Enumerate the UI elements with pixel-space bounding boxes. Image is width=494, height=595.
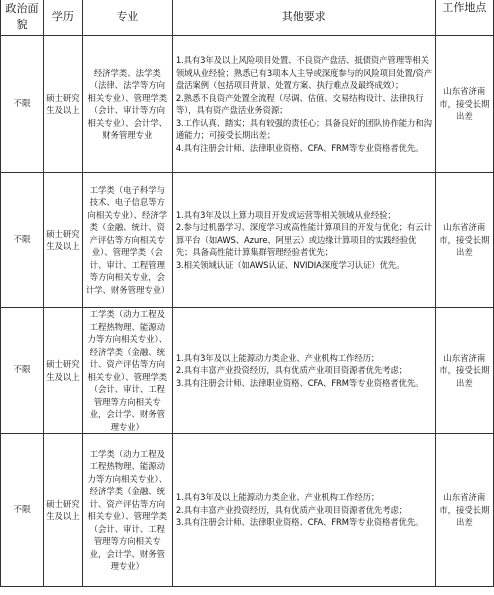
political-cell: 不限: [1, 308, 44, 434]
major-cell: 工学类（动力工程及工程热物理、能源动力等方向相关专业）、经济学类（金融、统计、资产评估等方向相关专业）、管理学类（会计、审计、工程管理等方向相关专业，会计学、财务管理专业）: [82, 308, 172, 434]
table-row: [1, 173, 494, 308]
table-row: [1, 308, 494, 434]
header-major: 专业: [82, 0, 172, 36]
education-cell: 硕士研究生及以上: [43, 308, 82, 434]
header-location: 工作地点: [435, 0, 493, 36]
education-cell: 硕士研究生及以上: [43, 36, 82, 173]
table-header-row: [1, 0, 494, 36]
political-cell: 不限: [1, 173, 44, 308]
requirements-cell: 1.具有3年及以上能源动力类企业、产业机构工作经历； 2.具有丰富产业投资经历，具有优质产业项目资源者优先考虑； 3.具有注册会计师、法律职业资格、CFA、FRM等专业资格者优先。: [172, 308, 435, 434]
requirements-cell: 1.具有3年及以上能源动力类企业、产业机构工作经历； 2.具有丰富产业投资经历，具有优质产业项目资源者优先考虑； 3.具有注册会计师、法律职业资格、CFA、FRM等专业资格者优先。: [172, 434, 435, 587]
header-education: 学历: [43, 0, 82, 36]
header-requirements: 其他要求: [172, 0, 435, 36]
requirements-cell: 1.具有3年及以上算力项目开发或运营等相关领域从业经验； 2.参与过机器学习、深度学习或高性能计算项目的开发与优化；有云计算平台（如AWS、Azure、阿里云）或边缘计算项目的实践经验优先；具备高性能计算集群管理经验者优先； 3.相关领域认证（如AWS认证、NVIDIA深度学习认证）优先。: [172, 173, 435, 308]
header-political: 政治面貌: [1, 0, 44, 36]
education-cell: 硕士研究生及以上: [43, 173, 82, 308]
location-cell: 山东省济南市，接受长期出差: [435, 434, 493, 587]
location-cell: 山东省济南市，接受长期出差: [435, 308, 493, 434]
education-cell: 硕士研究生及以上: [43, 434, 82, 587]
location-cell: 山东省济南市，接受长期出差: [435, 36, 493, 173]
major-cell: 工学类（电子科学与技术、电子信息等方向相关专业）、经济学类（金融、统计、资产评估等方向相关专业）、管理学类（会计、审计、工程管理等方向相关专业，会计学、财务管理专业）: [82, 173, 172, 308]
requirements-cell: 1.具有3年及以上风险项目处置、不良资产盘活、抵债资产管理等相关领域从业经验；熟悉已有3项本人主导或深度参与的风险项目处置/资产盘活案例（包括项目背景、处置方案、执行难点及最终成效）； 2.熟悉不良资产处置全流程（尽调、估值、交易结构设计、法律执行等），具有资产盘活业务资源； 3.工作认真、踏实；具有较强的责任心；具备良好的团队协作能力和沟通能力；可接受长期出差； 4.具有注册会计师、法律职业资格、CFA、FRM等专业资格者优先。: [172, 36, 435, 173]
political-cell: 不限: [1, 36, 44, 173]
table-row: [1, 36, 494, 173]
political-cell: 不限: [1, 434, 44, 587]
table-row: [1, 434, 494, 587]
location-cell: 山东省济南市，接受长期出差: [435, 173, 493, 308]
major-cell: 工学类（动力工程及工程热物理、能源动力等方向相关专业）、经济学类（金融、统计、资产评估等方向相关专业）、管理学类（会计、审计、工程管理等方向相关专业，会计学、财务管理专业）: [82, 434, 172, 587]
major-cell: 经济学类、法学类（法律、法学等方向相关专业）、管理学类（会计、审计等方向相关专业）、会计学、财务管理专业: [82, 36, 172, 173]
